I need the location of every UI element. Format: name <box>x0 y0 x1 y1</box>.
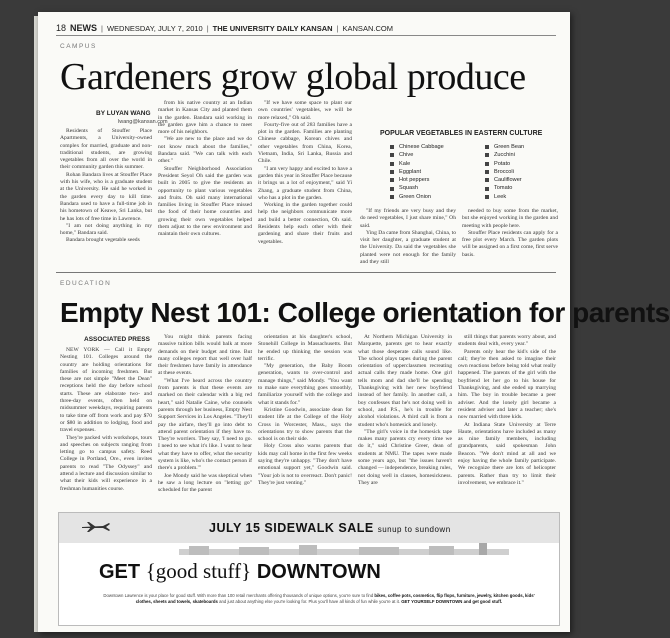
vegetable-item: Eggplant <box>390 168 471 176</box>
ad-footer-tail: and just about anything else you're looking for. Plus you'll have all kinds of fun while you're at it. <box>219 599 400 604</box>
ad-footer-items: bikes, coffee pots, cosmetics, flip flops, furniture, jewelry, kitchen goods, kids' clothes, sheets and towels, skateboards <box>135 593 535 604</box>
bullet-square-icon <box>485 162 489 166</box>
story2-kicker: EDUCATION <box>60 280 112 287</box>
bullet-square-icon <box>390 162 394 166</box>
bullet-square-icon <box>485 187 489 191</box>
vegetable-item: Cauliflower <box>485 176 566 184</box>
issue-date: WEDNESDAY, JULY 7, 2010 <box>106 23 203 33</box>
downtown-skyline-illustration <box>179 543 509 555</box>
paragraph: "What I've heard across the country from parents is that these events are marked on their calendar with a big red heart," said Natalie Caine, who counsels parents through her business, Empty Nest Support Services in Los Angeles. "They'll pay the airfare, they'll go into debt to attend parent orientation if they have to. They're worriers. They say, 'I need to go. I need to see what it's like. I want to hear what they have to offer, what the security system is like, who's the contact person if there's a problem.'" <box>158 377 252 472</box>
vegetables-list-right <box>471 143 566 201</box>
story2-column-1 <box>60 347 152 507</box>
header-separator: | <box>206 23 209 33</box>
vegetable-item: Green Bean <box>485 143 566 151</box>
story1-column-1 <box>60 128 152 260</box>
story2-column-4 <box>358 334 452 507</box>
vegetables-sidebar-title: POPULAR VEGETABLES IN EASTERN CULTURE <box>380 130 543 137</box>
story1-headline: Gardeners grow global produce <box>60 56 526 98</box>
story2-byline: ASSOCIATED PRESS <box>84 336 150 343</box>
newspaper-page <box>38 12 670 632</box>
paragraph: They're packed with workshops, tours and speeches on subjects ranging from letting go to campus safety. Reed College in Portland, Ore., even invites parents to read "The Odyssey" and attend a lecture and discussion similar to what their kids will experience in a freshman humanities course. <box>60 434 152 492</box>
paragraph: "If we have some space to plant our own countries' vegetables, we will be more relaxed," Oh said. <box>258 100 352 121</box>
bullet-square-icon <box>485 195 489 199</box>
ad-headline-get: GET <box>99 561 141 583</box>
paper-name: THE UNIVERSITY DAILY KANSAN <box>212 23 333 33</box>
vegetable-item: Potato <box>485 160 566 168</box>
bullet-square-icon <box>485 178 489 182</box>
paragraph: needed to buy some from the market, but she enjoyed working in the garden and meeting with people here. <box>462 208 558 229</box>
bullet-square-icon <box>390 145 394 149</box>
vegetable-item: Tomato <box>485 184 566 192</box>
paragraph: At Indiana State University at Terre Haute, orientations have included as many as nine family members, including grandparents, said spokesman John Beacon. "We don't mind at all and we enjoy having the whole family participate. We recognize there are lots of helicopter parents. Rather than try to limit their involvement, we embrace it." <box>458 421 556 486</box>
page-header <box>56 21 556 36</box>
paragraph: "I am very happy and excited to have a garden this year in Stouffer Place because it brings us a lot of enjoyment," said Yi Zhang, a graduate student from China, who has a plot in the garden. <box>258 165 352 201</box>
paragraph: Stouffer Neighborhood Association President Seyol Oh said the garden was built in 2005 to give the residents an opportunity to plant various vegetables and fruits. Oh said many international families living in Stouffer Place missed the food of their home countries and growing their own vegetables helped them adjust to the new environment and maintain their own cultures. <box>158 165 252 238</box>
paragraph: "The girl's voice in the homesick tape makes many parents cry every time we do it," said Christine Greer, dean of students at NMU. The tapes were made some years ago, but "the issues haven't changed — independence, breaking rules, not doing well in classes, homesickness. They are <box>358 428 452 486</box>
vegetable-item: Green Onion <box>390 193 471 201</box>
vegetable-item: Kale <box>390 160 471 168</box>
story1-column-2 <box>158 100 252 262</box>
bullet-square-icon <box>485 153 489 157</box>
story1-byline: BY LUYAN WANG <box>96 110 151 117</box>
ad-headline-brace: } <box>241 559 252 583</box>
ad-headline-downtown: DOWNTOWN <box>256 561 381 583</box>
story1-column-4 <box>360 208 456 268</box>
paragraph: Residents of Stouffer Place Apartments, a University-owned complex for married, graduate and non-traditional students, are growing vegetables from all over the world in their community garden this summer. <box>60 128 152 171</box>
paragraph: You might think parents facing massive tuition bills would balk at more demands on their budget and time. But many colleges report that well over half their freshmen have family in attendance at these events. <box>158 334 252 377</box>
story1-email: lwang@kansan.com <box>118 119 168 125</box>
paper-site: KANSAN.COM <box>342 23 393 33</box>
ad-headline-good-stuff: good stuff <box>155 559 242 583</box>
story1-kicker: CAMPUS <box>60 43 97 50</box>
vegetable-item: Broccoli <box>485 168 566 176</box>
bullet-square-icon <box>485 170 489 174</box>
paragraph: NEW YORK — Call it Empty Nesting 101. Colleges around the country are holding orientations for families of incoming freshmen. But these are not simple "Meet the Dean" receptions held the day before school starts. These are elaborate two- and three-day events, often held on midsummer weekdays, requiring parents to take time off from work and pay $70 or $80 in addition to lodging, food and travel expenses. <box>60 347 152 434</box>
story2-column-2 <box>158 334 252 507</box>
vegetable-item: Squash <box>390 184 471 192</box>
paragraph: "We are new to the place and we do not know much about the families," Bandara said. "We can talk with each other." <box>158 136 252 165</box>
section-divider <box>56 272 556 273</box>
paragraph: from his native country at an Indian market in Kansas City and planted them in the garden. Bandara said working in the garden gave him a chance to meet more of his neighbors. <box>158 100 252 136</box>
bullet-square-icon <box>390 170 394 174</box>
ad-fine-print <box>99 593 539 605</box>
paragraph: At Northern Michigan University in Marquette, parents get to hear exactly what those desperate calls sound like. The school plays tapes during the parent orientation of upperclassmen recreating actual calls they made home. One girl tells mom and dad she'll be spending Thanksgiving with her new boyfriend instead of her family. In another call, a boy confesses that he's not doing well in school, and P.S., he's in trouble for alcohol violations. A third call is from a student who's homesick and lonely. <box>358 334 452 428</box>
bullet-square-icon <box>390 153 394 157</box>
vegetable-item: Chinese Cabbage <box>390 143 471 151</box>
paragraph: Rohan Bandara lives at Stouffer Place with his wife, who is a graduate student at the University. He said he worked in the garden every day to kill time. Bandara used to have a full-time job in his hometown of Keawe, Sri Lanka, but he has lots of free time in Lawrence. <box>60 171 152 222</box>
ad-sale-line <box>209 521 451 535</box>
paragraph: Parents only hear the kid's side of the call; they're then asked to imagine their own reactions before being told what really happened. The parents of the girl with the boyfriend let her go to his house for Thanksgiving, and she ended up marrying him. The boy in trouble became a peer adviser. And the lonely girl became a resident adviser and later a teacher; she's now married with three kids. <box>458 348 556 421</box>
bullet-square-icon <box>390 187 394 191</box>
header-separator: | <box>336 23 339 33</box>
paragraph: Fourty-five out of 283 families have a plot in the garden. Families are planting Chinese cabbage, Korean chives and other vegetables from China, Korea, Vietnam, India, Sri Lanka, Russia and Chile. <box>258 121 352 165</box>
paragraph: Ying Da came from Shanghai, China, to visit her daughter, a graduate student at the University. Da said the vegetables she planted were not enough for the family and they still <box>360 229 456 266</box>
ad-headline-brace: { <box>145 559 156 583</box>
ad-footer-cta: GET YOURSELF DOWNTOWN and get good stuff. <box>401 599 503 604</box>
story2-headline: Empty Nest 101: College orientation for parents <box>60 297 670 328</box>
bullet-square-icon <box>390 178 394 182</box>
ad-sale-title: JULY 15 SIDEWALK SALE <box>209 521 374 535</box>
paragraph: "If my friends are very busy and they do need vegetables, I just share mine," Oh said. <box>360 208 456 229</box>
story2-column-5 <box>458 334 556 507</box>
story1-column-3 <box>258 100 352 262</box>
story2-column-3 <box>258 334 352 507</box>
story1-column-5 <box>462 208 558 268</box>
downtown-advertisement <box>58 512 560 626</box>
vegetable-item: Zucchini <box>485 151 566 159</box>
airplane-icon <box>81 521 111 533</box>
vegetable-item: Hot peppers <box>390 176 471 184</box>
vegetables-list-left <box>376 143 471 201</box>
page-number: 18 <box>56 23 67 33</box>
paragraph: Holy Cross also warns parents that kids may call home in the first few weeks saying they're unhappy. "They don't have emotional support yet," Goodwin said. "Your job is not to overreact. Don't panic! They're just venting." <box>258 443 352 486</box>
paragraph: "I am not doing anything in my home," Bandara said. <box>60 222 152 237</box>
vegetables-sidebar <box>376 130 566 208</box>
bullet-square-icon <box>485 145 489 149</box>
paragraph: Bandara brought vegetable seeds <box>66 237 140 244</box>
paragraph: still things that parents worry about, and students deal with, every year." <box>458 334 556 348</box>
paragraph: Stouffer Place residents can apply for a free plot every March. The garden plots will be assigned on a first come, first serve basis. <box>462 229 558 258</box>
section-name: NEWS <box>70 23 98 33</box>
vegetable-item: Chive <box>390 151 471 159</box>
ad-headline <box>99 559 381 584</box>
ad-sale-hours: sunup to sundown <box>377 525 451 534</box>
header-separator: | <box>101 23 103 33</box>
bullet-square-icon <box>390 195 394 199</box>
paragraph: Working in the garden together could help the neighbors communicate more and build a better connection, Oh said. Residents help each other with their gardening and share their fruits and vegetables. <box>258 202 352 245</box>
paragraph: Joe Mondy said he was skeptical when he saw a long lecture on "letting go" scheduled for the parent <box>158 472 252 494</box>
vegetable-item: Leek <box>485 193 566 201</box>
paragraph: Kristine Goodwin, associate dean for student life at the College of the Holy Cross in Worcester, Mass., says the orientations try to show parents that the school is on their side. <box>258 406 352 443</box>
paragraph: orientation at his daughter's school, Stonehill College in Massachusetts. But he ended up thinking the session was terrific. <box>258 334 352 362</box>
paragraph: "My generation, the Baby Boom generation, wants to over-control and manage things," said Mondy. "You want to make sure everything goes smoothly, familiarize yourself with the college and what it stands for." <box>258 363 352 406</box>
ad-footer-text: Downtown Lawrence is your place for good stuff. With more than 100 retail merchants offering thousands of unique options, you're sure to find <box>103 593 374 598</box>
